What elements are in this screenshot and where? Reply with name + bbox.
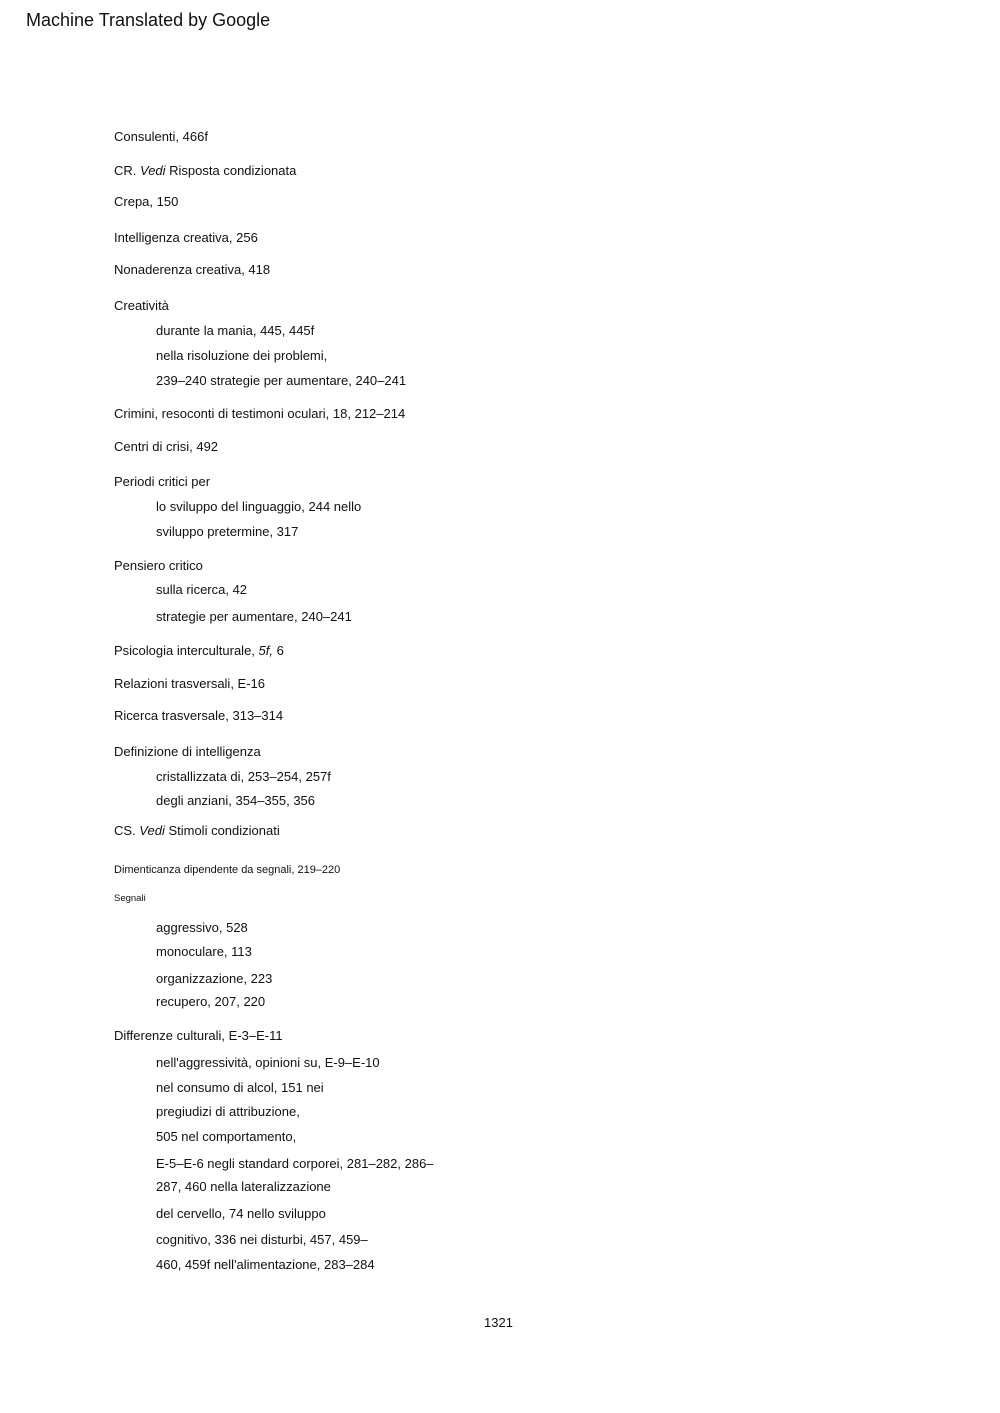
- index-entry: Relazioni trasversali, E-16: [114, 676, 266, 691]
- index-entry: Pensiero critico: [114, 558, 203, 573]
- page-number: 1321: [484, 1315, 513, 1330]
- index-subentry: recupero, 207, 220: [156, 994, 266, 1009]
- index-entry: Crimini, resoconti di testimoni oculari, 18, 212–214: [114, 406, 406, 421]
- index-subentry: del cervello, 74 nello sviluppo: [156, 1206, 326, 1221]
- entry-prefix: CS.: [114, 823, 140, 838]
- entry-prefix: CR.: [114, 163, 140, 178]
- index-subentry: lo sviluppo del linguaggio, 244 nello: [156, 499, 362, 514]
- entry-suffix: Risposta condizionata: [165, 163, 297, 178]
- index-entry: [114, 823, 280, 839]
- index-subentry: cristallizzata di, 253–254, 257f: [156, 769, 331, 784]
- index-entry: Creatività: [114, 298, 169, 313]
- index-entry: Nonaderenza creativa, 418: [114, 262, 271, 277]
- index-entry: Periodi critici per: [114, 474, 211, 489]
- index-entry: Ricerca trasversale, 313–314: [114, 708, 284, 723]
- machine-translation-header: Machine Translated by Google: [26, 10, 271, 30]
- index-subentry: nella risoluzione dei problemi,: [156, 348, 328, 363]
- index-entry: Dimenticanza dipendente da segnali, 219–220: [114, 864, 341, 876]
- index-entry: Crepa, 150: [114, 194, 179, 209]
- index-entry: [114, 643, 284, 659]
- entry-suffix: Stimoli condizionati: [164, 823, 280, 838]
- index-subentry: nel consumo di alcol, 151 nei: [156, 1080, 324, 1095]
- entry-prefix: Psicologia interculturale,: [114, 643, 259, 658]
- index-subentry: durante la mania, 445, 445f: [156, 323, 315, 338]
- entry-suffix: 6: [273, 643, 284, 658]
- index-subentry: nell'aggressività, opinioni su, E-9–E-10: [156, 1055, 380, 1070]
- index-subentry: strategie per aumentare, 240–241: [156, 609, 352, 624]
- index-subentry: sviluppo pretermine, 317: [156, 524, 299, 539]
- index-subentry: 505 nel comportamento,: [156, 1129, 297, 1144]
- index-entry: [114, 163, 296, 179]
- index-subentry: sulla ricerca, 42: [156, 582, 248, 597]
- see-reference-italic: Vedi: [139, 823, 165, 838]
- index-entry: Centri di crisi, 492: [114, 439, 219, 454]
- index-entry: Differenze culturali, E-3–E-11: [114, 1028, 283, 1043]
- see-reference-italic: Vedi: [140, 163, 166, 178]
- index-entry: Intelligenza creativa, 256: [114, 230, 258, 245]
- page-reference-italic: 5f,: [258, 643, 273, 658]
- index-subentry: monoculare, 113: [156, 944, 252, 959]
- index-subentry: 460, 459f nell'alimentazione, 283–284: [156, 1257, 375, 1272]
- index-entry: Segnali: [114, 893, 146, 904]
- index-subentry: organizzazione, 223: [156, 971, 273, 986]
- index-subentry: aggressivo, 528: [156, 920, 248, 935]
- index-subentry: 239–240 strategie per aumentare, 240–241: [156, 373, 407, 388]
- index-entry: Consulenti, 466f: [114, 129, 208, 144]
- index-subentry: pregiudizi di attribuzione,: [156, 1104, 300, 1119]
- index-subentry: 287, 460 nella lateralizzazione: [156, 1179, 331, 1194]
- index-entry: Definizione di intelligenza: [114, 744, 261, 759]
- index-subentry: E-5–E-6 negli standard corporei, 281–282, 286–: [156, 1156, 434, 1171]
- index-subentry: cognitivo, 336 nei disturbi, 457, 459–: [156, 1232, 368, 1247]
- index-subentry: degli anziani, 354–355, 356: [156, 793, 316, 808]
